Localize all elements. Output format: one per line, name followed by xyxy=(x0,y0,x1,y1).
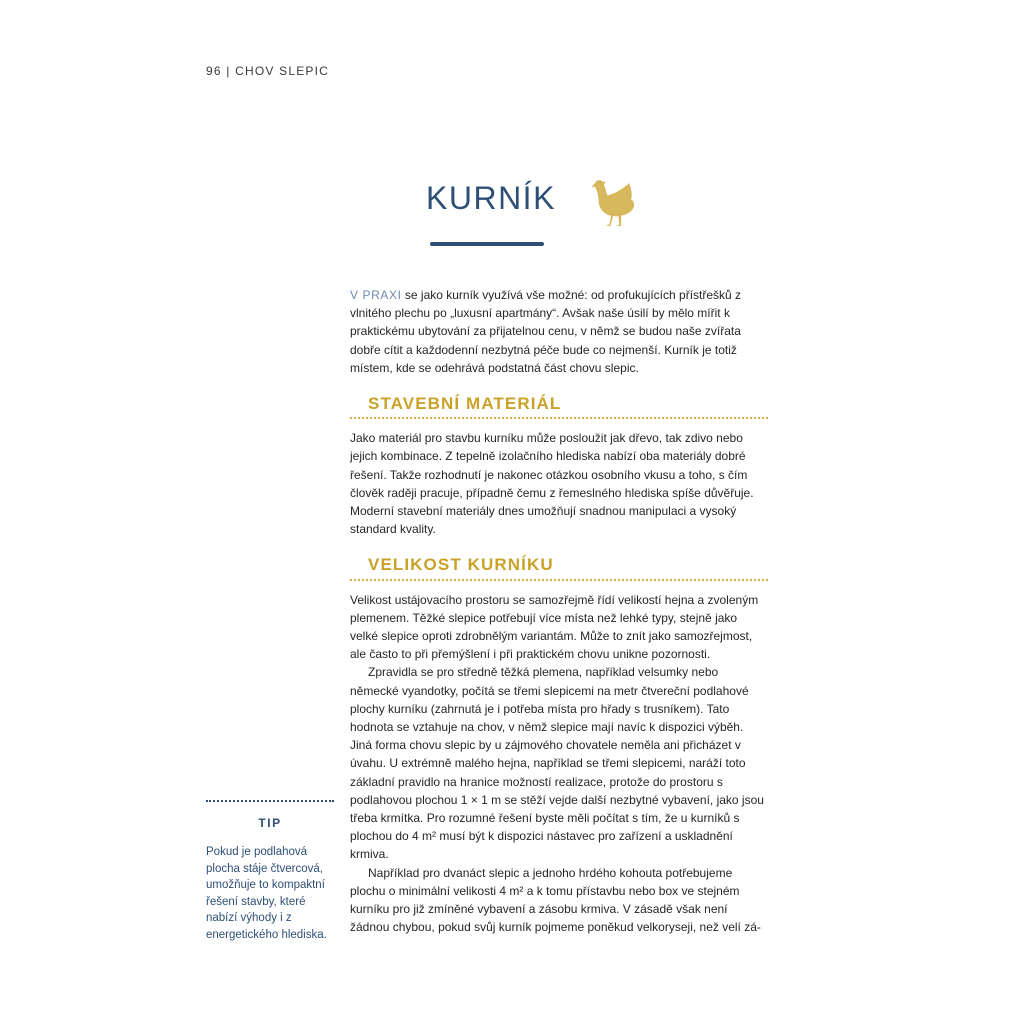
section-body-material xyxy=(350,429,768,538)
hen-icon xyxy=(586,174,640,228)
section-paragraph: Například pro dvanáct slepic a jednoho hrdého kohouta potřebujeme plochu o minimální velikosti 4 m² a k tomu přístavbu nebo box ve stejném kurníku pro již zmíněné vybavení a zásobu krmiva. V zásadě však není žádnou chybou, pokud svůj kurník pojmeme poněkud velkoryseji, než velí zá- xyxy=(350,865,761,935)
tip-label: TIP xyxy=(258,816,282,830)
section-body-size xyxy=(350,591,768,937)
main-column xyxy=(350,286,768,937)
section-heading-material: STAVEBNÍ MATERIÁL xyxy=(350,395,768,419)
section-paragraph: Zpravidla se pro středně těžká plemena, například velsumky nebo německé vyandotky, počítá se třemi slepicemi na metr čtvereční podlahové plochy kurníku (zahrnutá je i potřeba místa pro hřady s trusníkem). Tato hodnota se vztahuje na chov, v němž slepice mají navíc k dispozici výběh. Jiná forma chovu slepic by u zájmového chovatele neměla ani přicházet v úvahu. U extrémně malého hejna, například se třemi slepicemi, naráží toto základní pravidlo na hranice možností realizace, protože do prostoru s podlahovou plochou 1 × 1 m se stěží vejde další nezbytné vybavení, jako jsou třeba krmítka. Pro rozumné řešení byste měli počítat s tím, že u kurníků s plochou do 4 m² musí být k dispozici nástavec pro zařízení a uskladnění krmiva. xyxy=(350,665,764,862)
intro-text: se jako kurník využívá vše možné: od profukujících přístřešků z vlnitého plechu po „luxusní apartmány“. Avšak naše úsilí by mělo mířit k praktickému ubytování za přijatelnou cenu, v němž se budou naše zvířata dobře cítit a každodenní nezbytná péče bude co nejmenší. Kurník je totiž místem, kde se odehrává podstatná část chovu slepic. xyxy=(350,288,742,375)
chapter-title: KURNÍK xyxy=(426,180,556,216)
section-paragraph: Velikost ustájovacího prostoru se samozřejmě řídí velikostí hejna a zvoleným plemenem. Těžké slepice potřebují více místa než lehké typy, stejně jako velké slepice oproti zdrobnělým variantám. Může to znít jako samozřejmost, ale často to při přemýšlení i při praktickém chovu unikne pozornosti. xyxy=(350,592,759,662)
section-paragraph: Jako materiál pro stavbu kurníku může posloužit jak dřevo, tak zdivo nebo jejich kombinace. Z tepelně izolačního hlediska nabízí oba materiály dobré řešení. Takže rozhodnutí je nakonec otázkou osobního vkusu a toho, s čím člověk raději pracuje, případně čemu z řemeslného hlediska spíše důvěřuje. Moderní stavební materiály dnes umožňují snadnou manipulaci a vysoký standard kvality. xyxy=(350,431,754,537)
intro-lead-in: V PRAXI xyxy=(350,288,402,302)
chapter-title-block xyxy=(426,180,666,260)
title-underline xyxy=(430,242,544,246)
tip-text: Pokud je podlahová plocha stáje čtvercová, umožňuje to kompaktní řešení stavby, které nabízí výhody i z energetického hlediska. xyxy=(206,846,327,941)
running-head: 96 | CHOV SLEPIC xyxy=(206,64,330,78)
intro-paragraph xyxy=(350,286,768,377)
section-heading-size: VELIKOST KURNÍKU xyxy=(350,556,768,580)
tip-sidebar xyxy=(206,800,334,943)
